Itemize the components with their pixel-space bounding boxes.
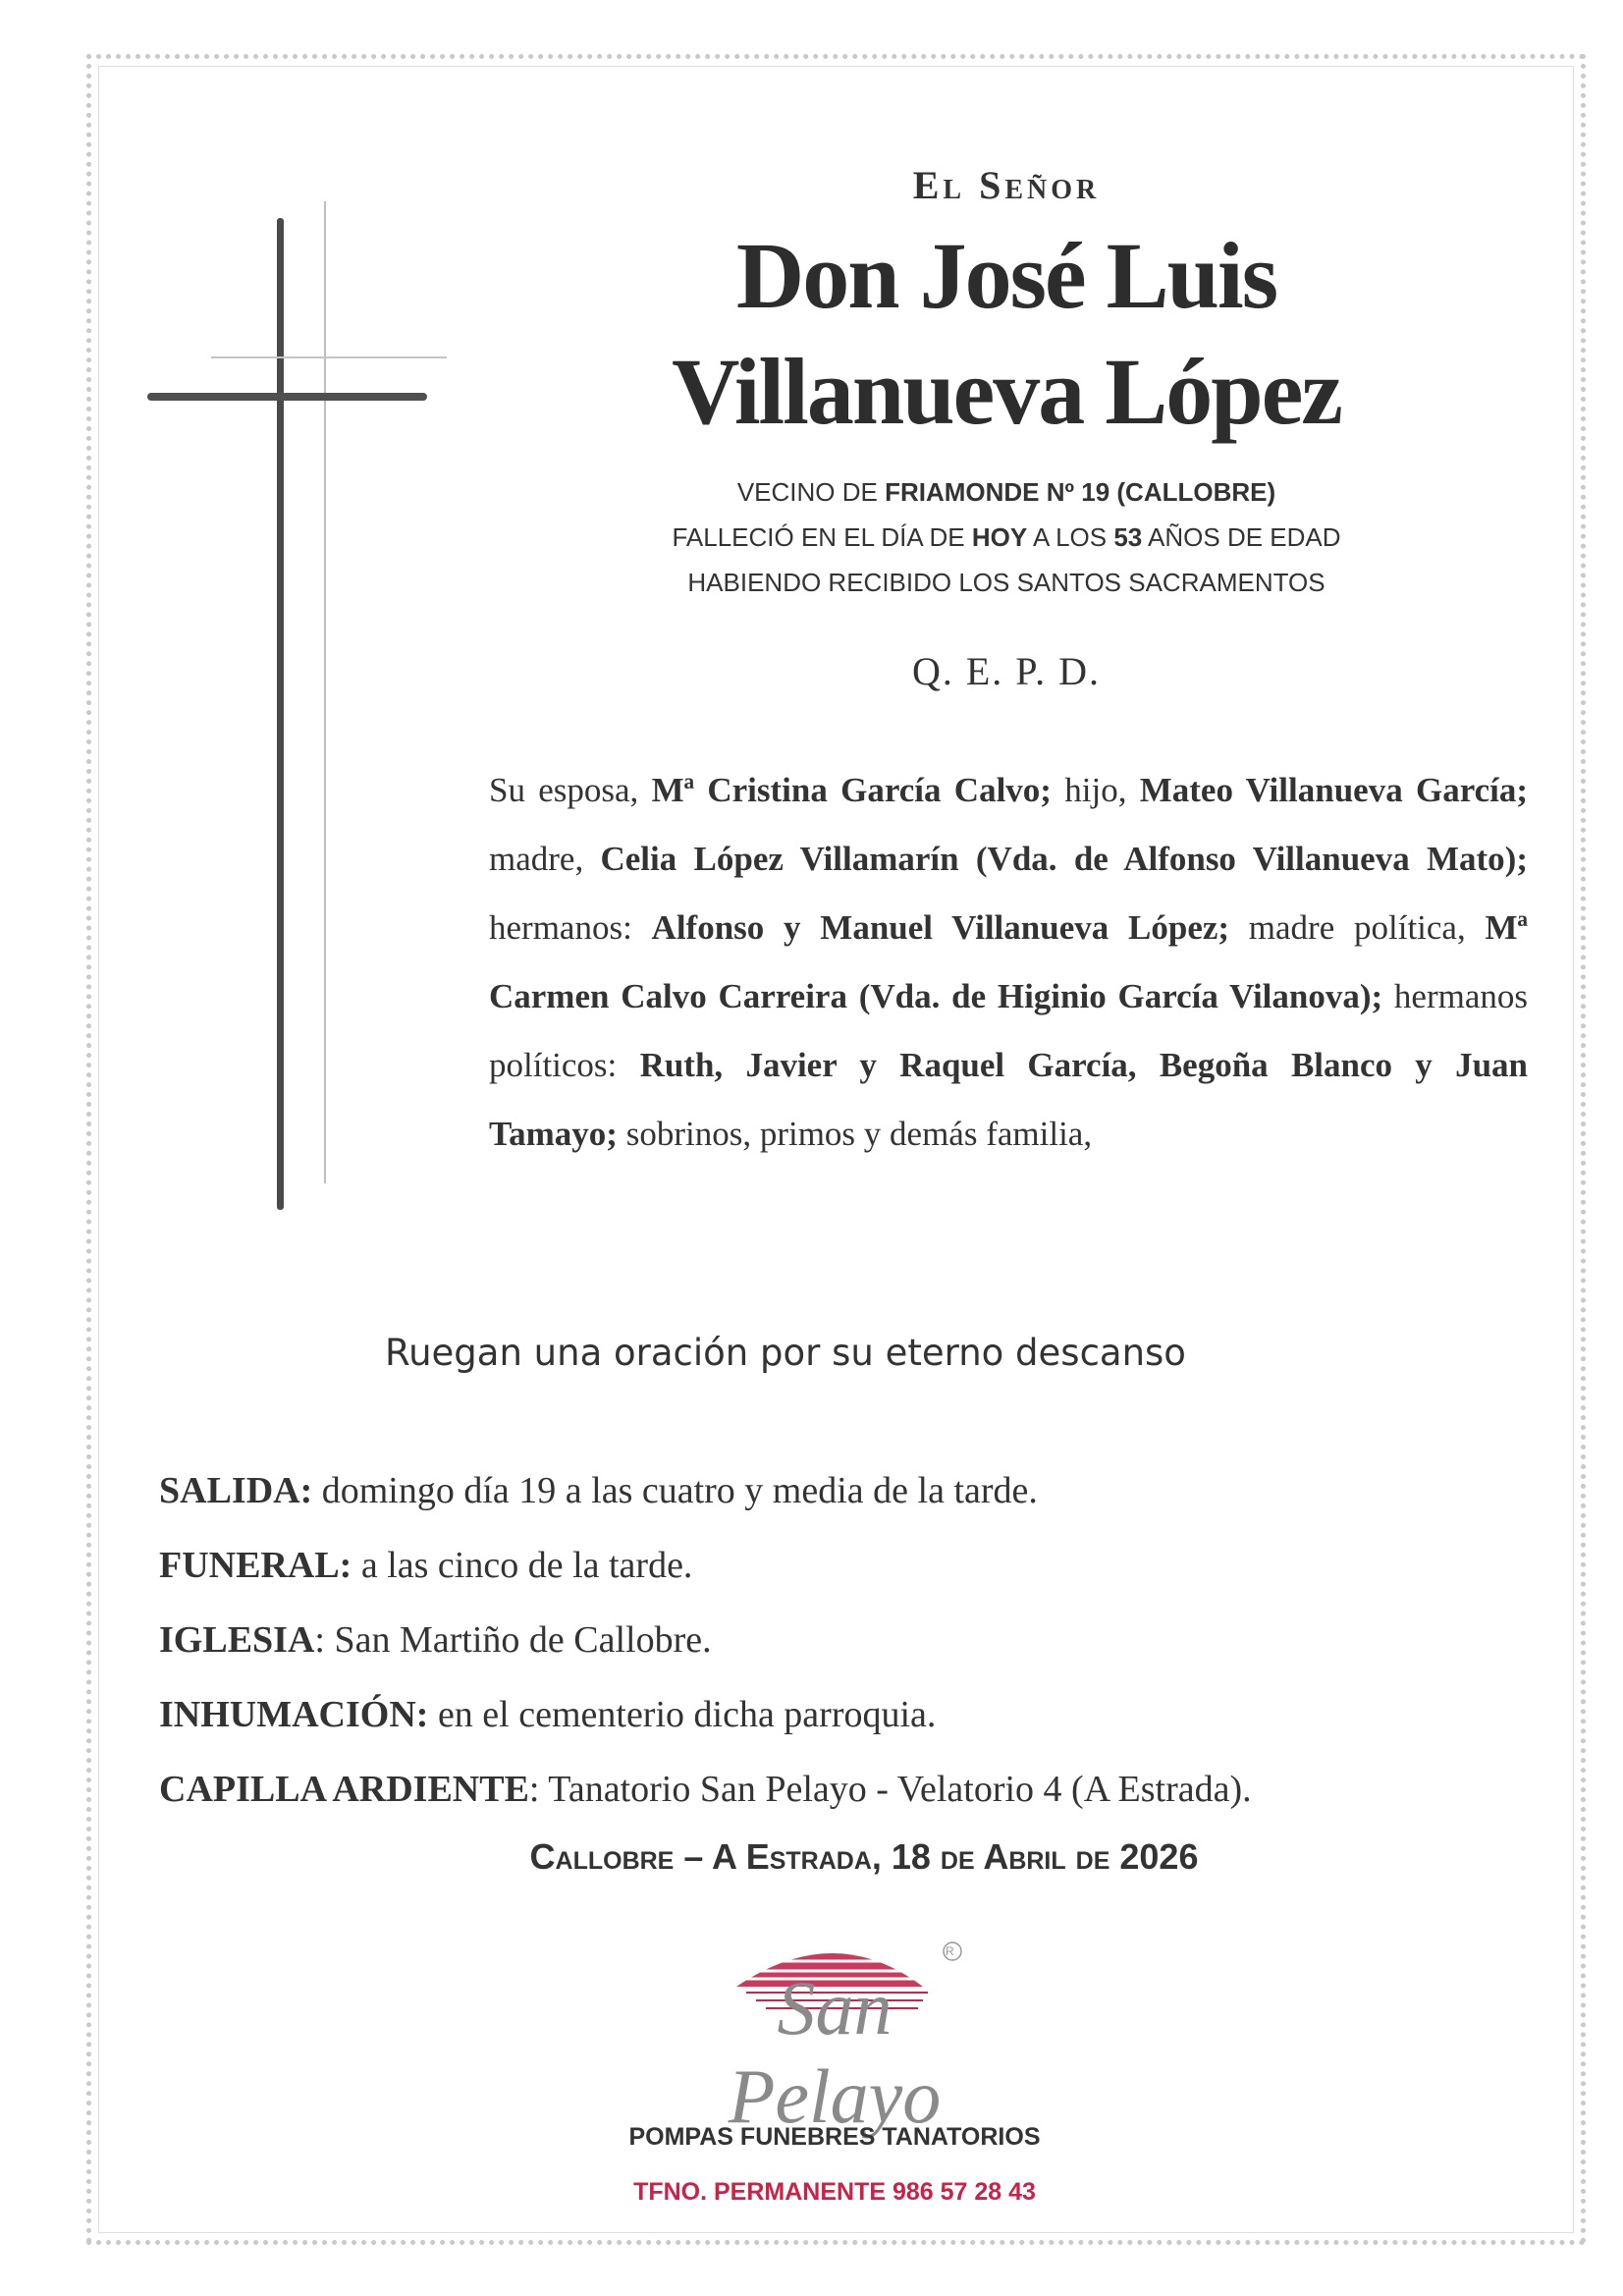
qepd: Q. E. P. D.	[911, 649, 1102, 693]
detail-text: en el cementerio dicha parroquia.	[428, 1694, 937, 1735]
deceased-name-first: Don José Luis	[735, 223, 1277, 328]
detail-label: CAPILLA ARDIENTE	[159, 1769, 529, 1810]
residence-line: VECINO DE FRIAMONDE Nº 19 (CALLOBRE)	[736, 477, 1276, 507]
detail-label: INHUMACIÓN:	[159, 1694, 429, 1735]
family-member-name: Mateo Villanueva García;	[1139, 771, 1529, 809]
family-paragraph	[489, 756, 1528, 1169]
detail-label: FUNERAL:	[159, 1545, 352, 1586]
family-member-name: Ruth, Javier y Raquel García, Begoña Blanco y Juan Tamayo;	[489, 1046, 1529, 1153]
detail-row	[159, 1603, 1553, 1677]
place-date: Callobre – A Estrada, 18 de Abril de 2026	[529, 1836, 1199, 1877]
family-relation-text: sobrinos, primos y demás familia,	[617, 1115, 1093, 1153]
prayer-request: Ruegan una oración por su eterno descanso	[385, 1332, 1186, 1374]
logo-wordmark: San Pelayo	[728, 1965, 942, 2139]
family-relation-text: madre,	[489, 840, 601, 878]
detail-row	[159, 1453, 1553, 1528]
detail-row	[159, 1677, 1553, 1752]
family-member-name: Mª Carmen Calvo Carreira (Vda. de Higinio García Vilanova);	[489, 908, 1528, 1015]
family-member-name: Mª Cristina García Calvo;	[651, 771, 1052, 809]
phone-number: TFNO. PERMANENTE 986 57 28 43	[633, 2178, 1036, 2206]
service-details	[159, 1453, 1553, 1827]
detail-label: IGLESIA	[159, 1619, 315, 1661]
family-relation-text: hermanos políticos:	[489, 977, 1528, 1084]
sacraments-line: HABIENDO RECIBIDO LOS SANTOS SACRAMENTOS	[687, 568, 1325, 597]
detail-text: : San Martiño de Callobre.	[314, 1619, 712, 1661]
company-tagline: POMPAS FUNEBRES TANATORIOS	[628, 2123, 1041, 2151]
family-member-name: Celia López Villamarín (Vda. de Alfonso Villanueva Mato);	[600, 840, 1528, 878]
detail-text: domingo día 19 a las cuatro y media de la tarde.	[312, 1470, 1038, 1511]
deceased-info	[550, 469, 1463, 605]
detail-text: : Tanatorio San Pelayo - Velatorio 4 (A Estrada).	[528, 1769, 1252, 1810]
detail-row	[159, 1528, 1553, 1603]
family-relation-text: Su esposa,	[489, 771, 652, 809]
cross-icon	[147, 196, 452, 1218]
deceased-header	[550, 162, 1463, 450]
detail-label: SALIDA:	[159, 1470, 313, 1511]
deceased-name-last: Villanueva López	[672, 339, 1341, 444]
detail-text: a las cinco de la tarde.	[352, 1545, 693, 1586]
family-member-name: Alfonso y Manuel Villanueva López;	[651, 908, 1230, 947]
honorific: El Señor	[912, 163, 1101, 207]
death-line: FALLECIÓ EN EL DÍA DE HOY A LOS 53 AÑOS DE EDAD	[672, 522, 1341, 552]
family-relation-text: madre política,	[1229, 908, 1486, 947]
family-relation-text: hermanos:	[489, 908, 652, 947]
registered-mark: R	[946, 1944, 954, 1958]
detail-row	[159, 1752, 1553, 1827]
family-relation-text: hijo,	[1051, 771, 1140, 809]
